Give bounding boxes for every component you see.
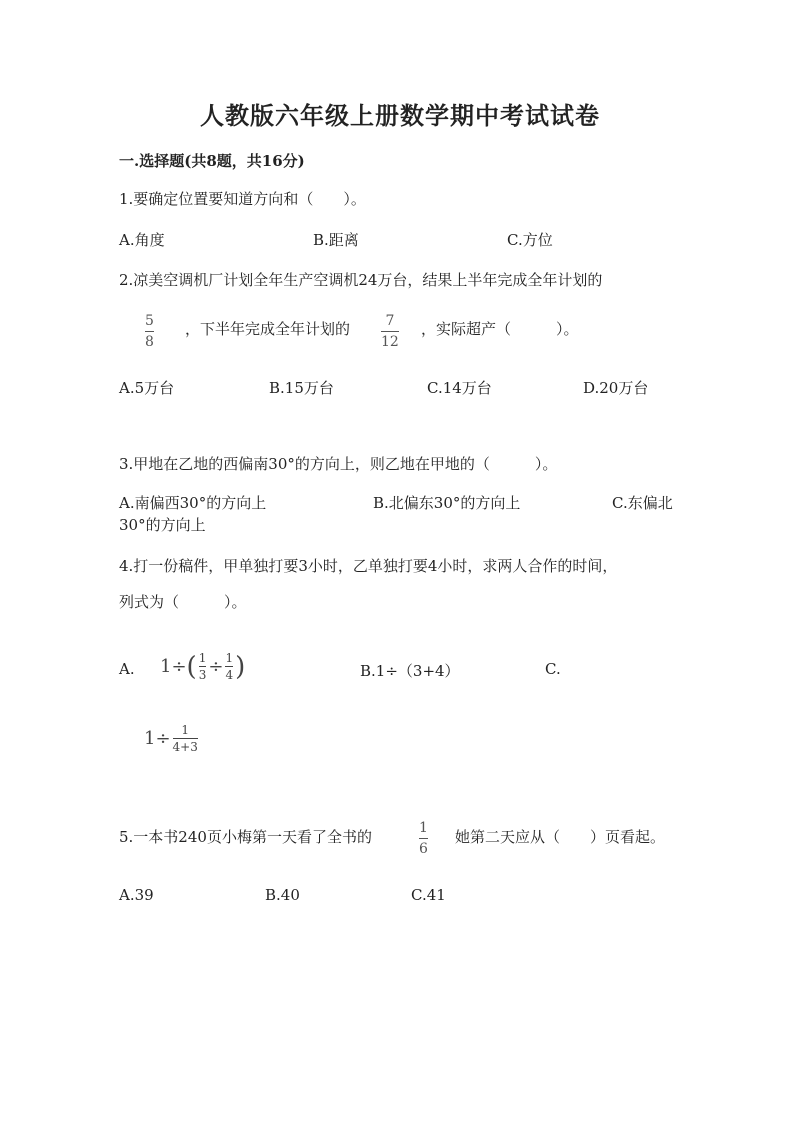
fraction-bar — [173, 738, 198, 739]
fraction-denominator: 8 — [145, 334, 154, 350]
fraction-bar — [199, 666, 207, 667]
question-2-stem: 2.凉美空调机厂计划全年生产空调机24万台，结果上半年完成全年计划的 — [119, 271, 603, 289]
fraction-denominator: 6 — [419, 841, 428, 857]
question-2-option-c: C.14万台 — [427, 379, 492, 397]
question-2-tail-text: ，实际超产（ ）。 — [421, 320, 579, 338]
question-3-option-b: B.北偏东30°的方向上 — [373, 494, 521, 512]
question-2-mid-text: ，下半年完成全年计划的 — [185, 320, 351, 338]
question-3-stem: 3.甲地在乙地的西偏南30°的方向上，则乙地在甲地的（ ）。 — [119, 455, 558, 473]
section-heading: 一.选择题(共8题，共16分) — [119, 152, 305, 170]
fraction-denominator: 12 — [381, 334, 399, 350]
fraction-bar — [145, 331, 154, 332]
question-5-option-b: B.40 — [265, 886, 300, 904]
fraction-bar — [381, 331, 399, 332]
fraction-bar — [419, 838, 428, 839]
divide-sign: ÷ — [171, 656, 187, 677]
fraction-numerator: 1 — [198, 651, 207, 665]
question-1-stem: 1.要确定位置要知道方向和（ ）。 — [119, 190, 366, 208]
fraction-numerator: 1 — [181, 723, 190, 737]
question-5-tail-text: 她第二天应从（ ）页看起。 — [455, 828, 666, 846]
question-4-option-a-label: A. — [119, 660, 135, 678]
question-5-stem: 5.一本书240页小梅第一天看了全书的 — [119, 828, 372, 846]
question-4-option-c-label: C. — [545, 660, 561, 678]
fraction-1-6 — [419, 821, 428, 856]
question-1-option-c: C.方位 — [507, 231, 553, 249]
fraction-7-12 — [381, 314, 399, 349]
question-3-option-c: C.东偏北 — [612, 494, 673, 512]
formula-one: 1 — [144, 728, 156, 749]
question-2-option-b: B.15万台 — [269, 379, 334, 397]
divide-sign: ÷ — [208, 656, 224, 677]
fraction-numerator: 1 — [225, 651, 234, 665]
question-5-option-a: A.39 — [119, 886, 154, 904]
question-4-option-b: B.1÷（3+4） — [360, 662, 460, 680]
fraction-1-over-4-plus-3 — [173, 724, 198, 753]
question-4-stem-line-2: 列式为（ ）。 — [119, 593, 247, 611]
fraction-1-4 — [225, 652, 233, 681]
left-paren-glyph: ( — [186, 651, 197, 682]
divide-sign: ÷ — [155, 728, 171, 749]
formula-one: 1 — [160, 656, 172, 677]
fraction-denominator: 3 — [198, 668, 207, 682]
fraction-bar — [225, 666, 233, 667]
fraction-numerator: 5 — [145, 313, 154, 329]
question-1-option-a: A.角度 — [119, 231, 165, 249]
question-3-option-c-continued: 30°的方向上 — [119, 516, 206, 534]
question-3-option-a: A.南偏西30°的方向上 — [119, 494, 267, 512]
question-2-option-d: D.20万台 — [583, 379, 649, 397]
question-4-option-a-formula — [160, 652, 245, 681]
question-1-option-b: B.距离 — [313, 231, 359, 249]
fraction-numerator: 7 — [385, 313, 395, 329]
question-4-stem-line-1: 4.打一份稿件，甲单独打要3小时，乙单独打要4小时，求两人合作的时间， — [119, 557, 618, 575]
question-2-option-a: A.5万台 — [119, 379, 175, 397]
right-paren-glyph: ) — [235, 651, 246, 682]
question-4-option-c-formula — [144, 724, 200, 753]
fraction-numerator: 1 — [419, 820, 428, 836]
question-5-option-c: C.41 — [411, 886, 446, 904]
fraction-1-3 — [199, 652, 207, 681]
page-title: 人教版六年级上册数学期中考试试卷 — [200, 101, 600, 130]
fraction-5-8 — [145, 314, 154, 349]
fraction-denominator: 4 — [225, 668, 234, 682]
fraction-denominator: 4+3 — [172, 740, 198, 754]
